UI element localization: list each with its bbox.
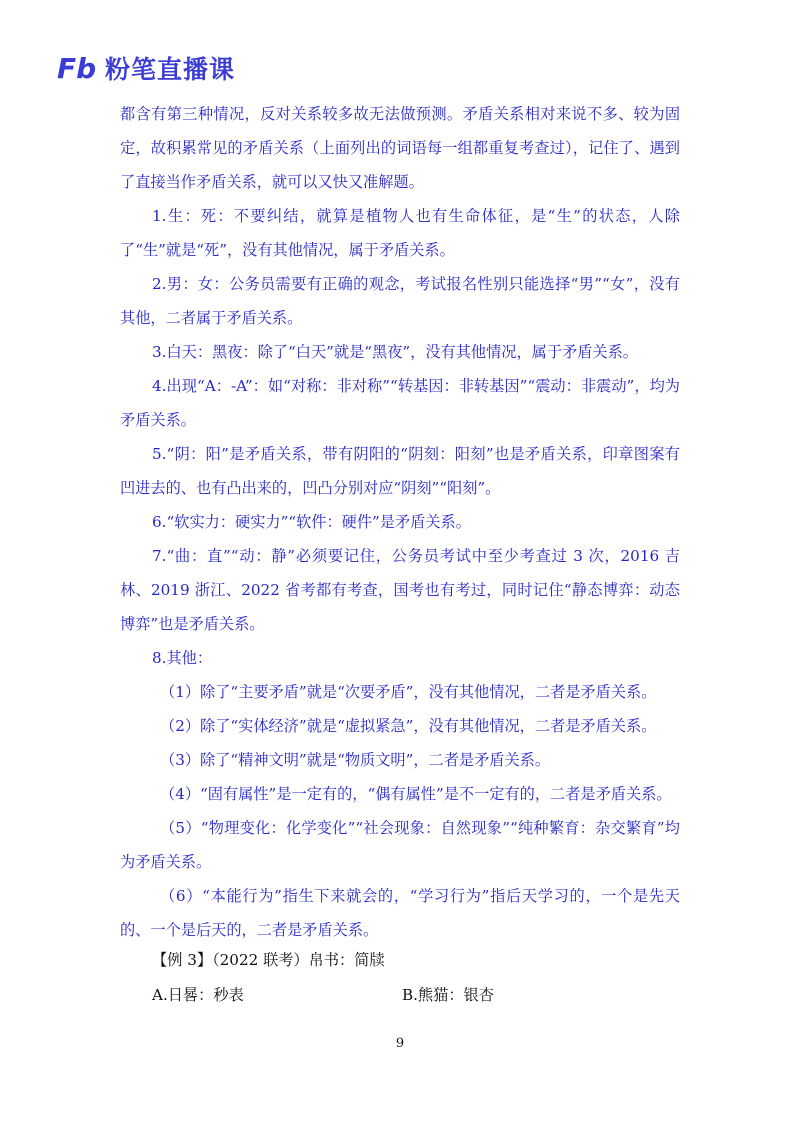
paragraph-item-3: 3.白天：黑夜：除了“白天”就是“黑夜”，没有其他情况，属于矛盾关系。 [152, 343, 638, 361]
paragraph-item-5: 5.“阴：阳”是矛盾关系，带有阴阳的“阴刻：阳刻”也是矛盾关系，印章图案有凹进去的、也有凸出来的，凹凸分别对应“阴刻”“阳刻”。 [120, 445, 680, 497]
fenbi-logo-icon [57, 53, 99, 83]
sub-item-2: （2）除了“实体经济”就是“虚拟紧急”，没有其他情况，二者是矛盾关系。 [160, 717, 657, 735]
sub-item-4: （4）“固有属性”是一定有的，“偶有属性”是不一定有的，二者是矛盾关系。 [160, 785, 672, 803]
example-question: 【例 3】（2022 联考）帛书：简牍 [152, 951, 385, 969]
paragraph-item-8: 8.其他： [152, 649, 213, 667]
header [57, 50, 235, 86]
sub-item-1: （1）除了“主要矛盾”就是“次要矛盾”，没有其他情况，二者是矛盾关系。 [160, 683, 657, 701]
sub-item-3: （3）除了“精神文明”就是“物质文明”，二者是矛盾关系。 [160, 751, 551, 769]
paragraph-item-4: 4.出现“A：-A”：如“对称：非对称”“转基因：非转基因”“震动：非震动”，均为矛盾关系。 [120, 377, 680, 429]
paragraph-item-6: 6.“软实力：硬实力”“软件：硬件”是矛盾关系。 [152, 513, 471, 531]
option-a: A.日晷：秒表 [152, 986, 244, 1004]
brand-title: 粉笔直播课 [105, 55, 236, 84]
document-body [120, 97, 680, 947]
paragraph-intro: 都含有第三种情况，反对关系较多故无法做预测。矛盾关系相对来说不多、较为固定，故积累常见的矛盾关系（上面列出的词语每一组都重复考查过），记住了、遇到了直接当作矛盾关系，就可以又快又准解题。 [120, 105, 680, 191]
paragraph-item-1: 1.生：死：不要纠结，就算是植物人也有生命体征，是“生”的状态，人除了“生”就是“死”，没有其他情况，属于矛盾关系。 [120, 207, 680, 259]
example-options [152, 980, 672, 1010]
sub-item-6: （6）“本能行为”指生下来就会的，“学习行为”指后天学习的，一个是先天的、一个是后天的，二者是矛盾关系。 [120, 887, 680, 939]
option-b: B.熊猫：银杏 [402, 986, 494, 1004]
svg-text:Fb: Fb [57, 53, 97, 83]
paragraph-item-7: 7.“曲：直”“动：静”必须要记住，公务员考试中至少考查过 3 次，2016 吉林、2019 浙江、2022 省考都有考查，国考也有考过，同时记住“静态博弈：动态博弈”也是矛盾关系。 [120, 547, 680, 633]
paragraph-item-2: 2.男：女：公务员需要有正确的观念，考试报名性别只能选择“男”“女”，没有其他，二者属于矛盾关系。 [120, 275, 680, 327]
page-number: 9 [395, 1036, 405, 1051]
sub-item-5: （5）“物理变化：化学变化”“社会现象：自然现象”“纯种繁育：杂交繁育”均为矛盾关系。 [120, 819, 680, 871]
